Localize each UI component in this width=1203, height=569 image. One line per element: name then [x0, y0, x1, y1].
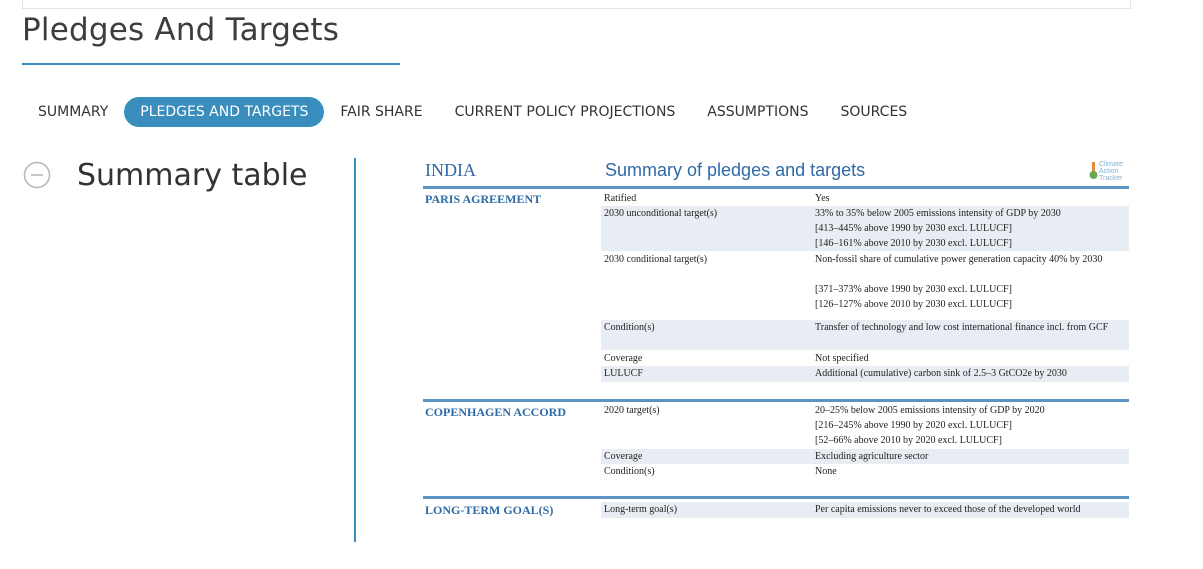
section-divider	[354, 158, 356, 542]
tab-sources[interactable]: SOURCES	[840, 104, 908, 120]
summary-table-image	[423, 155, 1129, 520]
title-underline	[22, 63, 400, 65]
top-bar	[22, 0, 1131, 9]
table-row: 2020 target(s) 20–25% below 2005 emissions intensity of GDP by 2020 [216–245% above 1990 by 2020 excl. LULUCF] [52–66% above 2010 by 2020 excl. LULUCF]	[604, 405, 1045, 446]
tab-fair-share[interactable]: FAIR SHARE	[340, 104, 423, 120]
table-row: LULUCF Additional (cumulative) carbon sink of 2.5–3 GtCO2e by 2030	[601, 366, 1129, 382]
tab-pledges-and-targets[interactable]: PLEDGES AND TARGETS	[124, 97, 324, 127]
section-title: Summary table	[77, 158, 308, 193]
tab-assumptions[interactable]: ASSUMPTIONS	[707, 104, 809, 120]
section-name: PARIS AGREEMENT	[425, 192, 542, 206]
table-row: Long-term goal(s) Per capita emissions never to exceed those of the developed world	[601, 502, 1129, 518]
tab-summary[interactable]: SUMMARY	[38, 104, 109, 120]
section-rule	[423, 186, 1129, 189]
table-country: INDIA	[425, 160, 476, 180]
table-row: 2030 conditional target(s) Non-fossil share of cumulative power generation capacity 40% by 2030 [371–373% above 1990 by 2030 excl. LULUCF] [126–127% above 2010 by 2030 excl. LULUCF]	[604, 254, 1103, 310]
section-rule	[423, 496, 1129, 499]
table-row: Ratified Yes	[604, 193, 830, 204]
section-name: LONG-TERM GOAL(S)	[425, 503, 554, 517]
table-row: Coverage Excluding agriculture sector	[601, 449, 1129, 464]
table-row: Condition(s) None	[604, 466, 837, 477]
collapse-minus-icon[interactable]	[23, 161, 51, 189]
table-row: 2030 unconditional target(s) 33% to 35% below 2005 emissions intensity of GDP by 2030 [413–445% above 1990 by 2030 excl. LULUCF] [146–161% above 2010 by 2030 excl. LULUCF]	[601, 206, 1129, 251]
logo-text: Climate Action Tracker	[1099, 161, 1123, 182]
section-rule	[423, 399, 1129, 402]
tab-current-policy-projections[interactable]: CURRENT POLICY PROJECTIONS	[454, 104, 676, 120]
table-row: Coverage Not specified	[604, 353, 869, 364]
section-name: COPENHAGEN ACCORD	[425, 405, 567, 419]
tab-bar	[22, 97, 923, 127]
page-title: Pledges And Targets	[22, 12, 340, 48]
table-title: Summary of pledges and targets	[605, 160, 866, 180]
table-row: Condition(s) Transfer of technology and low cost international finance incl. from GCF	[601, 320, 1129, 350]
